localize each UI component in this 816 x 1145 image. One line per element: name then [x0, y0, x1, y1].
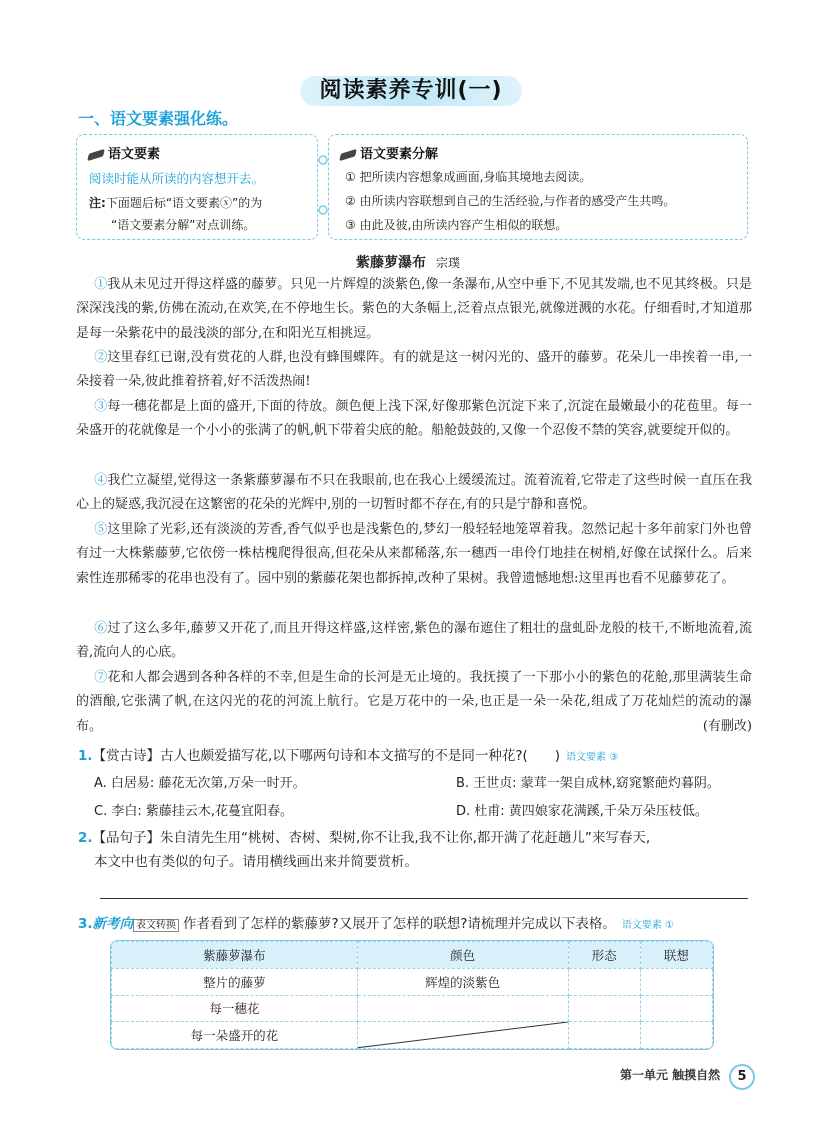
breakdown-item-1: ① 把所读内容想象成画面,身临其境地去阅读。 [345, 170, 592, 184]
table-cell: 整片的藤萝 [112, 969, 358, 996]
paragraph-number: ⑥ [94, 621, 108, 636]
pencil-icon [339, 148, 357, 160]
table-cell[interactable] [357, 995, 568, 1022]
paragraph-text: 过了这么多年,藤萝又开花了,而且开得这样盛,这样密,紫色的瀑布遮住了粗壮的盘虬卧龙般的枝干,不断地流着,流着,流向人的心底。 [76, 621, 752, 661]
option-a[interactable]: A. 白居易: 藤花无次第,万朵一时开。 [94, 776, 306, 791]
option-d[interactable]: D. 杜甫: 黄四娘家花满蹊,千朵万朵压枝低。 [456, 804, 708, 819]
answer-line[interactable] [100, 898, 748, 899]
breakdown-item-3: ③ 由此及彼,由所读内容产生相似的联想。 [345, 218, 568, 232]
passage-title [0, 252, 816, 272]
question-3 [78, 912, 758, 938]
paragraph-number: ① [94, 277, 108, 292]
table-conversion-badge: 表文转换 [133, 919, 179, 932]
slashed-cell [357, 1022, 568, 1049]
header-cell: 颜色 [357, 942, 568, 969]
question-number: 2. [78, 830, 93, 846]
table-cell[interactable] [640, 969, 712, 996]
paragraph-text: 花和人都会遇到各种各样的不幸,但是生命的长河是无止境的。我抚摸了一下那小小的紫色的花舱,那里满装生命的酒酿,它张满了帆,在这闪光的花的河流上航行。它是万花中的一朵,也正是一朵一朵花,组成了万花灿烂的流动的瀑布。 [76, 670, 752, 734]
page-title: 阅读素养专训(一) [319, 78, 503, 103]
breakdown-label [341, 143, 438, 162]
new-direction-badge: 新考向 [92, 916, 134, 932]
passage-title-text: 紫藤萝瀑布 [355, 255, 426, 271]
option-c[interactable]: C. 李白: 紫藤挂云木,花蔓宜阳春。 [94, 804, 293, 819]
question-text: 作者看到了怎样的紫藤萝?又展开了怎样的联想?请梳理并完成以下表格。 [183, 916, 616, 932]
question-2-line-2: 本文中也有类似的句子。请用横线画出来并简要赏析。 [94, 854, 418, 870]
question-number: 1. [78, 748, 93, 764]
question-text: 古人也颇爱描写花,以下哪两句诗和本文描写的不是同一种花?( ) [160, 748, 561, 764]
paragraph-7 [76, 666, 752, 739]
header-cell: 联想 [640, 942, 712, 969]
breakdown-item-2: ② 由所读内容联想到自己的生活经验,与作者的感受产生共鸣。 [345, 194, 676, 208]
paragraph-number: ② [94, 350, 108, 365]
header-cell: 形态 [568, 942, 640, 969]
answer-table [110, 940, 714, 1050]
unit-label: 第一单元 触摸自然 [620, 1068, 721, 1082]
table-cell: 每一朵盛开的花 [112, 1022, 358, 1049]
question-number: 3. [78, 916, 93, 932]
note-text-1: 下面题后标“语文要素ⓧ”的为 [105, 196, 263, 210]
table-cell: 每一穗花 [112, 995, 358, 1022]
paragraph-2 [76, 346, 752, 395]
question-1 [78, 744, 758, 770]
paragraph-number: ⑤ [94, 522, 108, 537]
page-title-banner [300, 74, 522, 108]
page-number: 5 [729, 1064, 755, 1090]
table-cell[interactable] [640, 995, 712, 1022]
table-cell[interactable] [568, 969, 640, 996]
question-2 [78, 826, 758, 850]
note-line-2: “语文要素分解”对点训练。 [111, 218, 256, 232]
note-line-1 [89, 191, 262, 215]
box-label-text: 语文要素 [108, 147, 161, 162]
table-cell[interactable] [568, 995, 640, 1022]
paragraph-number: ⑦ [94, 670, 108, 685]
note-prefix: 注: [89, 196, 106, 210]
paragraph-number: ④ [94, 473, 108, 488]
paragraph-5 [76, 518, 752, 591]
paragraph-text: 我从未见过开得这样盛的藤萝。只见一片辉煌的淡紫色,像一条瀑布,从空中垂下,不见其发端,也不见其终极。只是深深浅浅的紫,仿佛在流动,在欢笑,在不停地生长。紫色的大条幅上,泛着点点银光,就像迸溅的水花。仔细看时,才知道那是每一朵紫花中的最浅淡的部分,在和阳光互相挑逗。 [76, 277, 752, 341]
paragraph-text: 这里春红已谢,没有赏花的人群,也没有蜂围蝶阵。有的就是这一树闪光的、盛开的藤萝。花朵儿一串挨着一串,一朵接着一朵,彼此推着挤着,好不活泼热闹! [76, 350, 752, 390]
element-description: 阅读时能从所读的内容想开去。 [89, 171, 265, 186]
pencil-icon [87, 148, 105, 160]
table-cell[interactable] [640, 1022, 712, 1049]
question-tag: 【赏古诗】 [92, 748, 161, 764]
revision-note: (有删改) [702, 718, 752, 734]
passage-author: 宗璞 [435, 256, 460, 270]
paragraph-3 [76, 395, 752, 444]
paragraph-text: 每一穗花都是上面的盛开,下面的待放。颜色便上浅下深,好像那紫色沉淀下来了,沉淀在最嫩最小的花苞里。每一朵盛开的花就像是一个小小的张满了的帆,帆下带着尖底的舱。船舱鼓鼓的,又像一个忍俊不禁的笑容,就要绽开似的。 [76, 399, 752, 439]
element-tag: 语文要素 ③ [566, 752, 619, 763]
chinese-element-box [76, 134, 318, 240]
paragraph-text: 这里除了光彩,还有淡淡的芳香,香气似乎也是浅紫色的,梦幻一般轻轻地笼罩着我。忽然记起十多年前家门外也曾有过一大株紫藤萝,它依傍一株枯槐爬得很高,但花朵从来都稀落,东一穗西一串伶仃地挂在树梢,好像在试探什么。后来索性连那稀零的花串也没有了。园中别的紫藤花架也都拆掉,改种了果树。我曾遗憾地想:这里再也看不见藤萝花了。 [76, 522, 752, 586]
element-tag: 语文要素 ① [621, 920, 675, 931]
question-tag: 【品句子】 [92, 830, 161, 846]
paragraph-1 [76, 273, 752, 346]
table-cell: 辉煌的淡紫色 [357, 969, 568, 996]
table-cell[interactable] [568, 1022, 640, 1049]
paragraph-number: ③ [94, 399, 108, 414]
option-b[interactable]: B. 王世贞: 蒙茸一架自成林,窈窕繁葩灼暮阴。 [456, 776, 720, 791]
question-text-line-1: 朱自清先生用“桃树、杏树、梨树,你不让我,我不让你,都开满了花赶趟儿”来写春天, [160, 830, 651, 846]
element-breakdown-box [328, 134, 748, 240]
section-heading: 一、语文要素强化练。 [78, 109, 239, 128]
header-cell: 紫藤萝瀑布 [112, 942, 358, 969]
paragraph-text: 我伫立凝望,觉得这一条紫藤萝瀑布不只在我眼前,也在我心上缓缓流过。流着流着,它带走了这些时候一直压在我心上的疑惑,我沉浸在这繁密的花朵的光辉中,别的一切暂时都不存在,有的只是宁静和喜悦。 [76, 473, 752, 513]
box-label [89, 143, 160, 162]
paragraph-6 [76, 617, 752, 666]
paragraph-4 [76, 469, 752, 518]
breakdown-label-text: 语文要素分解 [360, 147, 439, 162]
